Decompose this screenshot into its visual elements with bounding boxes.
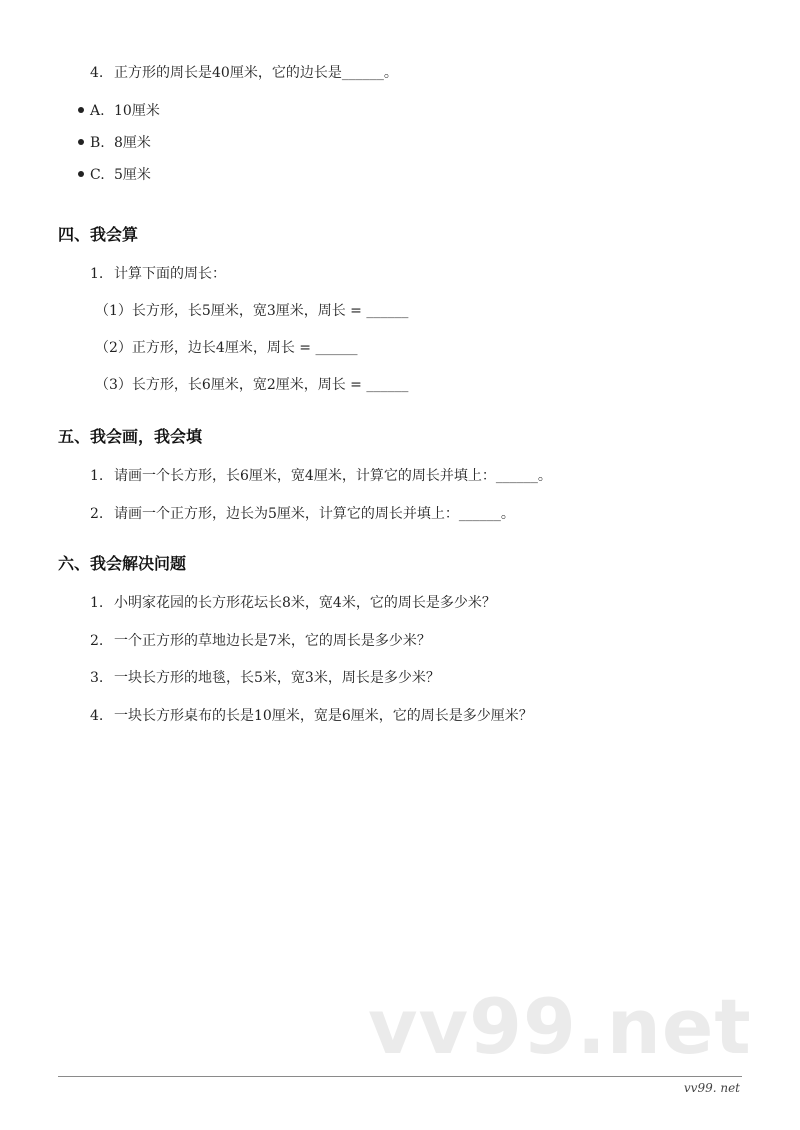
- section6-question-3: [90, 668, 440, 688]
- question-text: 请画一个正方形，边长为5厘米，计算它的周长并填上：______。: [114, 506, 515, 522]
- option-label: C.: [90, 167, 105, 183]
- question-text: 一块长方形桌布的长是10厘米，宽是6厘米，它的周长是多少厘米？: [114, 708, 533, 724]
- question-number: 1.: [90, 266, 104, 282]
- question-number: 2.: [90, 506, 104, 522]
- option-text: 10厘米: [114, 103, 160, 119]
- option-text: 8厘米: [114, 135, 151, 151]
- sub-item-1: （1）长方形，长5厘米，宽3厘米，周长 = ______: [95, 303, 409, 319]
- question-number: 1.: [90, 468, 104, 484]
- footer-divider: [58, 1076, 742, 1077]
- option-label: A.: [90, 103, 105, 119]
- bullet-icon: [78, 171, 84, 177]
- section6-question-2: [90, 631, 431, 651]
- section-heading-4: 四、我会算: [58, 225, 139, 244]
- question-number: 4.: [90, 65, 104, 81]
- question-text: 正方形的周长是40厘米，它的边长是______。: [114, 65, 398, 81]
- bullet-icon: [78, 139, 84, 145]
- question-number: 4.: [90, 708, 104, 724]
- question-text: 一块长方形的地毯，长5米，宽3米，周长是多少米？: [114, 670, 440, 686]
- option-c: [78, 165, 151, 185]
- footer-site-label: vv99. net: [683, 1081, 740, 1095]
- section6-question-1: [90, 593, 496, 613]
- section6-question-4: [90, 706, 533, 726]
- bullet-icon: [78, 107, 84, 113]
- option-a: [78, 101, 160, 121]
- question-text: 小明家花园的长方形花坛长8米，宽4米，它的周长是多少米？: [114, 595, 496, 611]
- question-number: 1.: [90, 595, 104, 611]
- section5-question-1: [90, 466, 552, 486]
- section5-question-2: [90, 504, 515, 524]
- section-heading-5: 五、我会画，我会填: [58, 427, 203, 446]
- watermark: vv99.net: [368, 982, 752, 1071]
- question-4: [90, 63, 398, 83]
- question-text: 请画一个长方形，长6厘米，宽4厘米，计算它的周长并填上：______。: [114, 468, 552, 484]
- sub-item-2: （2）正方形，边长4厘米，周长 = ______: [95, 340, 358, 356]
- option-b: [78, 133, 151, 153]
- sub-item-3: （3）长方形，长6厘米，宽2厘米，周长 = ______: [95, 377, 409, 393]
- question-number: 2.: [90, 633, 104, 649]
- section4-question-1: [90, 264, 226, 284]
- question-text: 一个正方形的草地边长是7米，它的周长是多少米？: [114, 633, 431, 649]
- question-text: 计算下面的周长：: [114, 266, 226, 282]
- question-number: 3.: [90, 670, 104, 686]
- option-label: B.: [90, 135, 105, 151]
- section-heading-6: 六、我会解决问题: [58, 554, 187, 573]
- option-text: 5厘米: [114, 167, 151, 183]
